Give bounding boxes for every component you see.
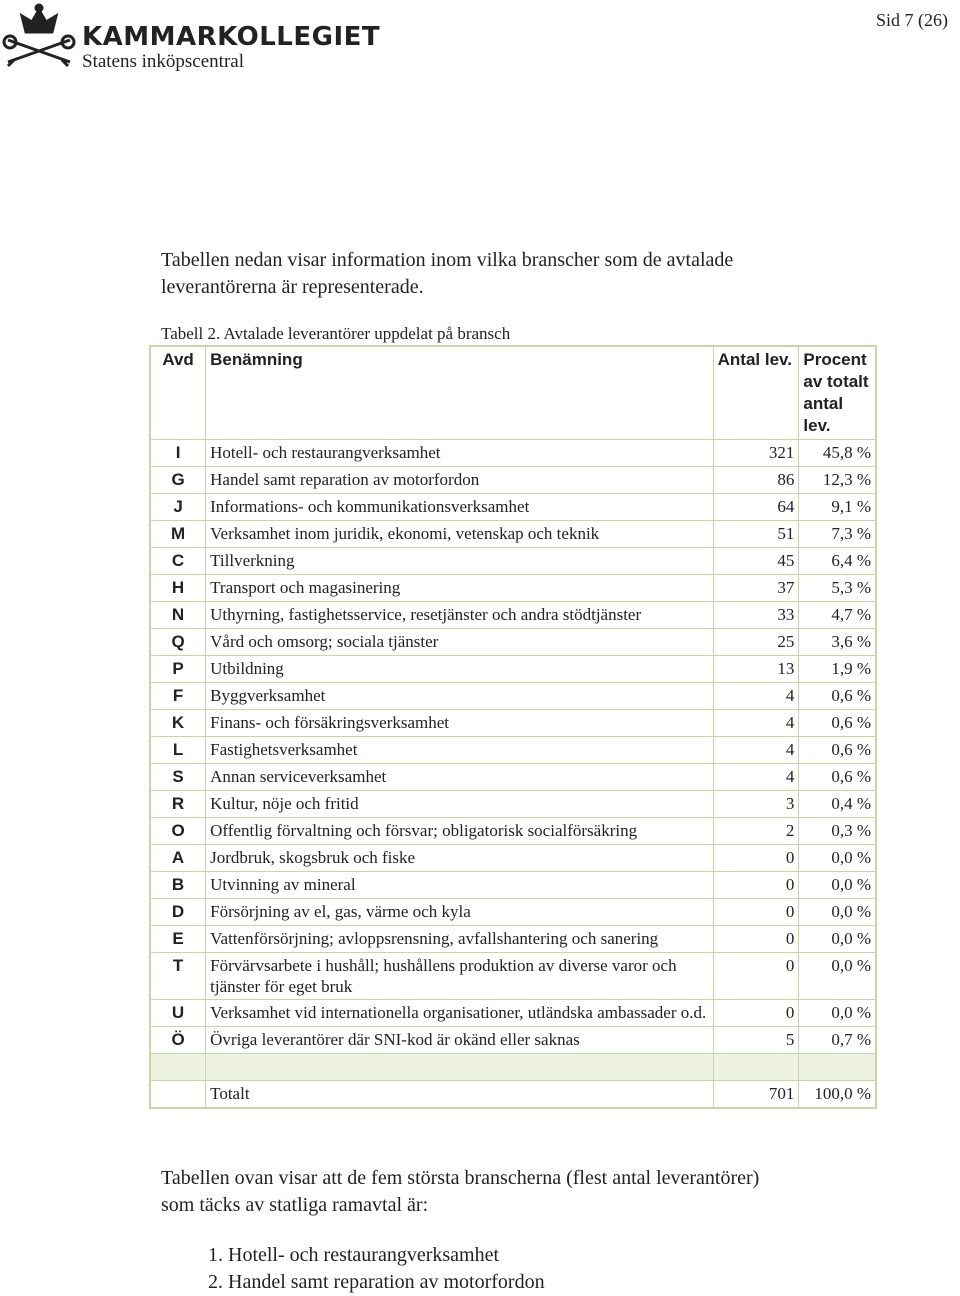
col-header-pct: Procent av totalt antal lev.	[799, 346, 876, 440]
row-count: 37	[713, 575, 799, 602]
table-row	[150, 575, 876, 602]
row-industry-name: Övriga leverantörer där SNI-kod är okänd eller saknas	[206, 1027, 713, 1054]
row-industry-name: Utbildning	[206, 656, 713, 683]
row-percent: 0,0 %	[799, 872, 876, 899]
row-count: 0	[713, 872, 799, 899]
row-percent: 9,1 %	[799, 494, 876, 521]
row-avd-code: Q	[150, 629, 206, 656]
total-avd-cell	[150, 1081, 206, 1109]
row-count: 51	[713, 521, 799, 548]
brand-name: KAMMARKOLLEGIET	[82, 22, 381, 52]
table-row	[150, 494, 876, 521]
row-count: 86	[713, 467, 799, 494]
row-percent: 0,6 %	[799, 737, 876, 764]
row-industry-name: Finans- och försäkringsverksamhet	[206, 710, 713, 737]
row-industry-name: Hotell- och restaurangverksamhet	[206, 440, 713, 467]
row-avd-code: S	[150, 764, 206, 791]
row-count: 0	[713, 1000, 799, 1027]
row-avd-code: A	[150, 845, 206, 872]
table-row	[150, 791, 876, 818]
row-avd-code: R	[150, 791, 206, 818]
row-count: 0	[713, 926, 799, 953]
row-industry-name: Försörjning av el, gas, värme och kyla	[206, 899, 713, 926]
row-percent: 3,6 %	[799, 629, 876, 656]
row-percent: 0,0 %	[799, 845, 876, 872]
row-count: 33	[713, 602, 799, 629]
row-percent: 0,0 %	[799, 926, 876, 953]
table-row	[150, 953, 876, 1000]
row-count: 13	[713, 656, 799, 683]
row-avd-code: T	[150, 953, 206, 1000]
row-count: 64	[713, 494, 799, 521]
row-percent: 0,3 %	[799, 818, 876, 845]
row-percent: 0,4 %	[799, 791, 876, 818]
table-row	[150, 818, 876, 845]
header-logo	[0, 0, 381, 75]
row-avd-code: H	[150, 575, 206, 602]
row-percent: 0,0 %	[799, 899, 876, 926]
table-row	[150, 1027, 876, 1054]
table-row	[150, 899, 876, 926]
row-count: 0	[713, 845, 799, 872]
row-avd-code: U	[150, 1000, 206, 1027]
spacer-row	[150, 1054, 876, 1081]
table-row	[150, 521, 876, 548]
row-count: 0	[713, 953, 799, 1000]
row-avd-code: P	[150, 656, 206, 683]
row-industry-name: Offentlig förvaltning och försvar; obligatorisk socialförsäkring	[206, 818, 713, 845]
page-number: Sid 7 (26)	[876, 10, 948, 30]
row-industry-name: Transport och magasinering	[206, 575, 713, 602]
row-percent: 1,9 %	[799, 656, 876, 683]
row-count: 4	[713, 737, 799, 764]
row-percent: 0,0 %	[799, 1000, 876, 1027]
row-avd-code: K	[150, 710, 206, 737]
table-row	[150, 683, 876, 710]
total-label: Totalt	[206, 1081, 713, 1109]
row-avd-code: G	[150, 467, 206, 494]
row-avd-code: D	[150, 899, 206, 926]
row-count: 25	[713, 629, 799, 656]
row-count: 45	[713, 548, 799, 575]
row-count: 4	[713, 764, 799, 791]
col-header-name: Benämning	[206, 346, 713, 440]
table-header-row	[150, 346, 876, 440]
table-row	[150, 926, 876, 953]
total-row	[150, 1081, 876, 1109]
row-percent: 12,3 %	[799, 467, 876, 494]
row-industry-name: Annan serviceverksamhet	[206, 764, 713, 791]
col-header-count: Antal lev.	[713, 346, 799, 440]
row-percent: 0,6 %	[799, 683, 876, 710]
table-row	[150, 764, 876, 791]
list-item: 1. Hotell- och restaurangverksamhet	[228, 1242, 545, 1269]
table-row	[150, 656, 876, 683]
row-avd-code: O	[150, 818, 206, 845]
row-industry-name: Verksamhet inom juridik, ekonomi, vetenskap och teknik	[206, 521, 713, 548]
row-industry-name: Vård och omsorg; sociala tjänster	[206, 629, 713, 656]
spacer-cell	[206, 1054, 713, 1081]
row-avd-code: B	[150, 872, 206, 899]
row-industry-name: Förvärvsarbete i hushåll; hushållens produktion av diverse varor och tjänster för eget bruk	[206, 953, 713, 1000]
table-row	[150, 1000, 876, 1027]
list-item: 2. Handel samt reparation av motorfordon	[228, 1269, 545, 1296]
row-avd-code: F	[150, 683, 206, 710]
table-row	[150, 467, 876, 494]
row-count: 3	[713, 791, 799, 818]
row-percent: 0,0 %	[799, 953, 876, 1000]
row-count: 2	[713, 818, 799, 845]
row-count: 5	[713, 1027, 799, 1054]
intro-paragraph: Tabellen nedan visar information inom vilka branscher som de avtalade leverantörerna är representerade.	[161, 249, 734, 298]
row-industry-name: Verksamhet vid internationella organisationer, utländska ambassader o.d.	[206, 1000, 713, 1027]
row-count: 4	[713, 683, 799, 710]
row-count: 4	[713, 710, 799, 737]
row-percent: 45,8 %	[799, 440, 876, 467]
col-header-avd: Avd	[150, 346, 206, 440]
row-percent: 0,6 %	[799, 710, 876, 737]
row-percent: 0,7 %	[799, 1027, 876, 1054]
row-avd-code: C	[150, 548, 206, 575]
row-percent: 0,6 %	[799, 764, 876, 791]
top-industries-list	[190, 1242, 545, 1296]
total-count: 701	[713, 1081, 799, 1109]
table-row	[150, 440, 876, 467]
row-industry-name: Informations- och kommunikationsverksamhet	[206, 494, 713, 521]
table-caption: Tabell 2. Avtalade leverantörer uppdelat på bransch	[161, 324, 511, 343]
table-row	[150, 872, 876, 899]
row-industry-name: Jordbruk, skogsbruk och fiske	[206, 845, 713, 872]
brand-subtitle: Statens inköpscentral	[82, 51, 244, 72]
row-industry-name: Utvinning av mineral	[206, 872, 713, 899]
row-avd-code: I	[150, 440, 206, 467]
row-count: 321	[713, 440, 799, 467]
row-avd-code: L	[150, 737, 206, 764]
spacer-cell	[713, 1054, 799, 1081]
row-avd-code: Ö	[150, 1027, 206, 1054]
row-industry-name: Tillverkning	[206, 548, 713, 575]
row-count: 0	[713, 899, 799, 926]
industry-table	[149, 345, 877, 1109]
row-industry-name: Kultur, nöje och fritid	[206, 791, 713, 818]
row-percent: 4,7 %	[799, 602, 876, 629]
row-industry-name: Vattenförsörjning; avloppsrensning, avfallshantering och sanering	[206, 926, 713, 953]
total-pct: 100,0 %	[799, 1081, 876, 1109]
row-percent: 5,3 %	[799, 575, 876, 602]
row-percent: 7,3 %	[799, 521, 876, 548]
spacer-cell	[799, 1054, 876, 1081]
row-industry-name: Handel samt reparation av motorfordon	[206, 467, 713, 494]
row-industry-name: Uthyrning, fastighetsservice, resetjänster och andra stödtjänster	[206, 602, 713, 629]
outro-paragraph: Tabellen ovan visar att de fem största branscherna (flest antal leverantörer) som täcks av statliga ramavtal är:	[161, 1167, 760, 1216]
row-avd-code: J	[150, 494, 206, 521]
crown-keys-logo-icon	[2, 2, 76, 70]
table-row	[150, 845, 876, 872]
row-industry-name: Fastighetsverksamhet	[206, 737, 713, 764]
table-row	[150, 629, 876, 656]
table-row	[150, 602, 876, 629]
table-row	[150, 737, 876, 764]
row-percent: 6,4 %	[799, 548, 876, 575]
row-avd-code: M	[150, 521, 206, 548]
row-industry-name: Byggverksamhet	[206, 683, 713, 710]
spacer-cell	[150, 1054, 206, 1081]
table-row	[150, 710, 876, 737]
table-row	[150, 548, 876, 575]
row-avd-code: E	[150, 926, 206, 953]
row-avd-code: N	[150, 602, 206, 629]
